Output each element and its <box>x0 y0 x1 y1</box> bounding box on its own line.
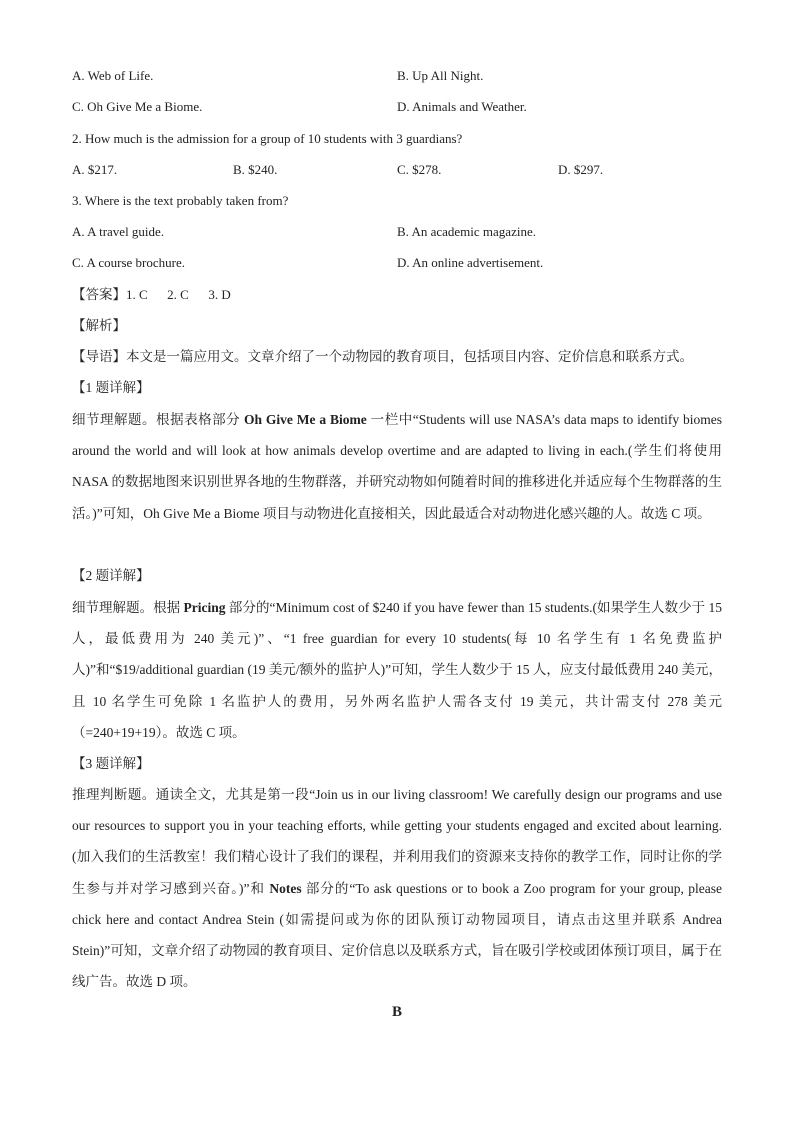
q3-option-a: A. A travel guide. <box>72 224 165 239</box>
detail-3-title: 【3 题详解】 <box>72 756 150 771</box>
detail-2-bold: Pricing <box>183 600 226 615</box>
q3-option-d: D. An online advertisement. <box>397 255 544 270</box>
q3-option-c: C. A course brochure. <box>72 255 186 270</box>
q3-option-b: B. An academic magazine. <box>397 224 536 239</box>
guide-text: 【导语】本文是一篇应用文。文章介绍了一个动物园的教育项目，包括项目内容、定价信息和联系方式。 <box>72 349 693 364</box>
detail-1-title: 【1 题详解】 <box>72 380 150 395</box>
detail-1-bold: Oh Give Me a Biome <box>244 412 367 427</box>
detail-2-pre: 细节理解题。根据 <box>72 600 184 615</box>
analysis-label: 【解析】 <box>72 318 126 333</box>
q2-question: 2. How much is the admission for a group of 10 students with 3 guardians? <box>72 131 463 146</box>
q2-option-a: A. $217. <box>72 162 118 177</box>
answer-label: 【答案】 <box>72 287 126 302</box>
detail-2-body <box>72 592 722 748</box>
q1-option-c: C. Oh Give Me a Biome. <box>72 99 203 114</box>
detail-3-pre: 推理判断题。通读全文，尤其是第一段“Join us in our living classroom! We carefully design our programs and use our resources to support you in your teaching efforts, while getting your students engaged and excited about learning. (加入我们的生活教室！我们精心设计了我们的课程，并利用我们的资源来支持你的教学工作，同时让你的学生参与并对学习感到兴奋。)”和 <box>72 787 722 896</box>
detail-3-post: 部分的“To ask questions or to book a Zoo program for your group, please chick here and contact Andrea Stein (如需提问或为你的团队预订动物园项目，请点击这里并联系 Andrea Stein)”可知，文章介绍了动物园的教育项目、定价信息以及联系方式，旨在吸引学校或团体预订项目，属于在线广告。故选 D 项。 <box>72 880 722 990</box>
detail-1-pre: 细节理解题。根据表格部分 <box>72 412 245 427</box>
q2-option-b: B. $240. <box>233 162 278 177</box>
detail-3-bold: Notes <box>269 880 302 896</box>
detail-2-title: 【2 题详解】 <box>72 568 150 583</box>
answer-line <box>72 286 231 304</box>
detail-1-body <box>72 404 722 529</box>
answer-values: 1. C 2. C 3. D <box>126 287 231 302</box>
q1-option-b: B. Up All Night. <box>397 68 484 83</box>
detail-3-body <box>72 779 722 997</box>
section-letter: B <box>391 1004 402 1020</box>
q1-option-d: D. Animals and Weather. <box>397 99 527 114</box>
q3-question: 3. Where is the text probably taken from? <box>72 193 289 208</box>
q2-option-d: D. $297. <box>558 162 604 177</box>
q2-option-c: C. $278. <box>397 162 442 177</box>
detail-2-post: 部分的“Minimum cost of $240 if you have fewer than 15 students.(如果学生人数少于 15 人，最低费用为 240 美元)”、“1 free guardian for every 10 students(每 10 名学生有 1 名免费监护人)”和“$19/additional guardian (19 美元/额外的监护人)”可知，学生人数少于 15 人，应支付最低费用 240 美元，且 10 名学生可免除 1 名监护人的费用，另外两名监护人需各支付 19 美元，共计需支付 278 美元（=240+19+19）。故选 C 项。 <box>72 600 722 740</box>
detail-1-post: 一栏中“Students will use NASA’s data maps to identify biomes around the world and will look at how animals develop overtime and are adapted to living in each.(学生们将使用 NASA 的数据地图来识别世界各地的生物群落，并研究动物如何随着时间的推移进化并适应每个生物群落的生活。)”可知，Oh Give Me a Biome 项目与动物进化直接相关，因此最适合对动物进化感兴趣的人。故选 C 项。 <box>72 412 723 521</box>
q1-option-a: A. Web of Life. <box>72 68 154 83</box>
